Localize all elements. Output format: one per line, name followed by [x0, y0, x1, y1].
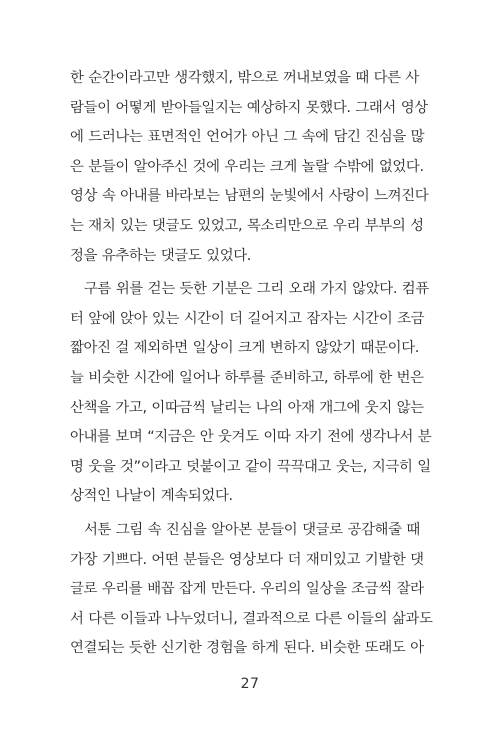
text-line: 는 재치 있는 댓글도 있었고, 목소리만으로 우리 부부의 성 [70, 217, 424, 234]
text-line: 에 드러나는 표면적인 언어가 아닌 그 속에 담긴 진심을 많 [70, 129, 425, 146]
text-line: 아내를 보며 “지금은 안 웃겨도 이따 자기 전에 생각나서 분 [70, 429, 432, 446]
text-line: 영상 속 아내를 바라보는 남편의 눈빛에서 사랑이 느껴진다 [70, 188, 429, 205]
text-line: 늘 비슷한 시간에 일어나 하루를 준비하고, 하루에 한 번은 [70, 369, 424, 386]
body-text [70, 64, 434, 664]
text-line: 구름 위를 걷는 듯한 기분은 그리 오래 가지 않았다. 컴퓨 [84, 281, 429, 298]
paragraph-2 [70, 275, 434, 512]
text-line: 가장 기쁘다. 어떤 분들은 영상보다 더 재미있고 기발한 댓 [70, 551, 424, 568]
paragraph-3 [70, 516, 434, 664]
text-line: 서 다른 이들과 나누었더니, 결과적으로 다른 이들의 삶과도 [70, 610, 433, 627]
text-line: 람들이 어떻게 받아들일지는 예상하지 못했다. 그래서 영상 [70, 99, 428, 116]
text-line: 상적인 나날이 계속되었다. [70, 488, 233, 505]
text-line: 명 웃을 것”이라고 덧붙이고 같이 끅끅대고 웃는, 지극히 일 [70, 458, 431, 475]
text-line: 산책을 가고, 이따금씩 날리는 나의 아재 개그에 웃지 않는 [70, 399, 424, 416]
page-number: 27 [240, 676, 260, 692]
text-line: 짧아진 걸 제외하면 일상이 크게 변하지 않았기 때문이다. [70, 340, 419, 357]
text-line: 서툰 그림 속 진심을 알아본 분들이 댓글로 공감해줄 때 [84, 521, 420, 538]
text-line: 터 앞에 앉아 있는 시간이 더 길어지고 잠자는 시간이 조금 [70, 310, 425, 327]
text-line: 한 순간이라고만 생각했지, 밖으로 꺼내보였을 때 다른 사 [70, 70, 419, 86]
text-line: 연결되는 듯한 신기한 경험을 하게 된다. 비슷한 또래도 아 [70, 640, 424, 657]
text-line: 정을 유추하는 댓글도 있었다. [70, 247, 252, 264]
text-line: 은 분들이 알아주신 것에 우리는 크게 놀랄 수밖에 없었다. [70, 158, 424, 175]
text-line: 글로 우리를 배꼽 잡게 만든다. 우리의 일상을 조금씩 잘라 [70, 581, 424, 598]
paragraph-1 [70, 64, 434, 271]
